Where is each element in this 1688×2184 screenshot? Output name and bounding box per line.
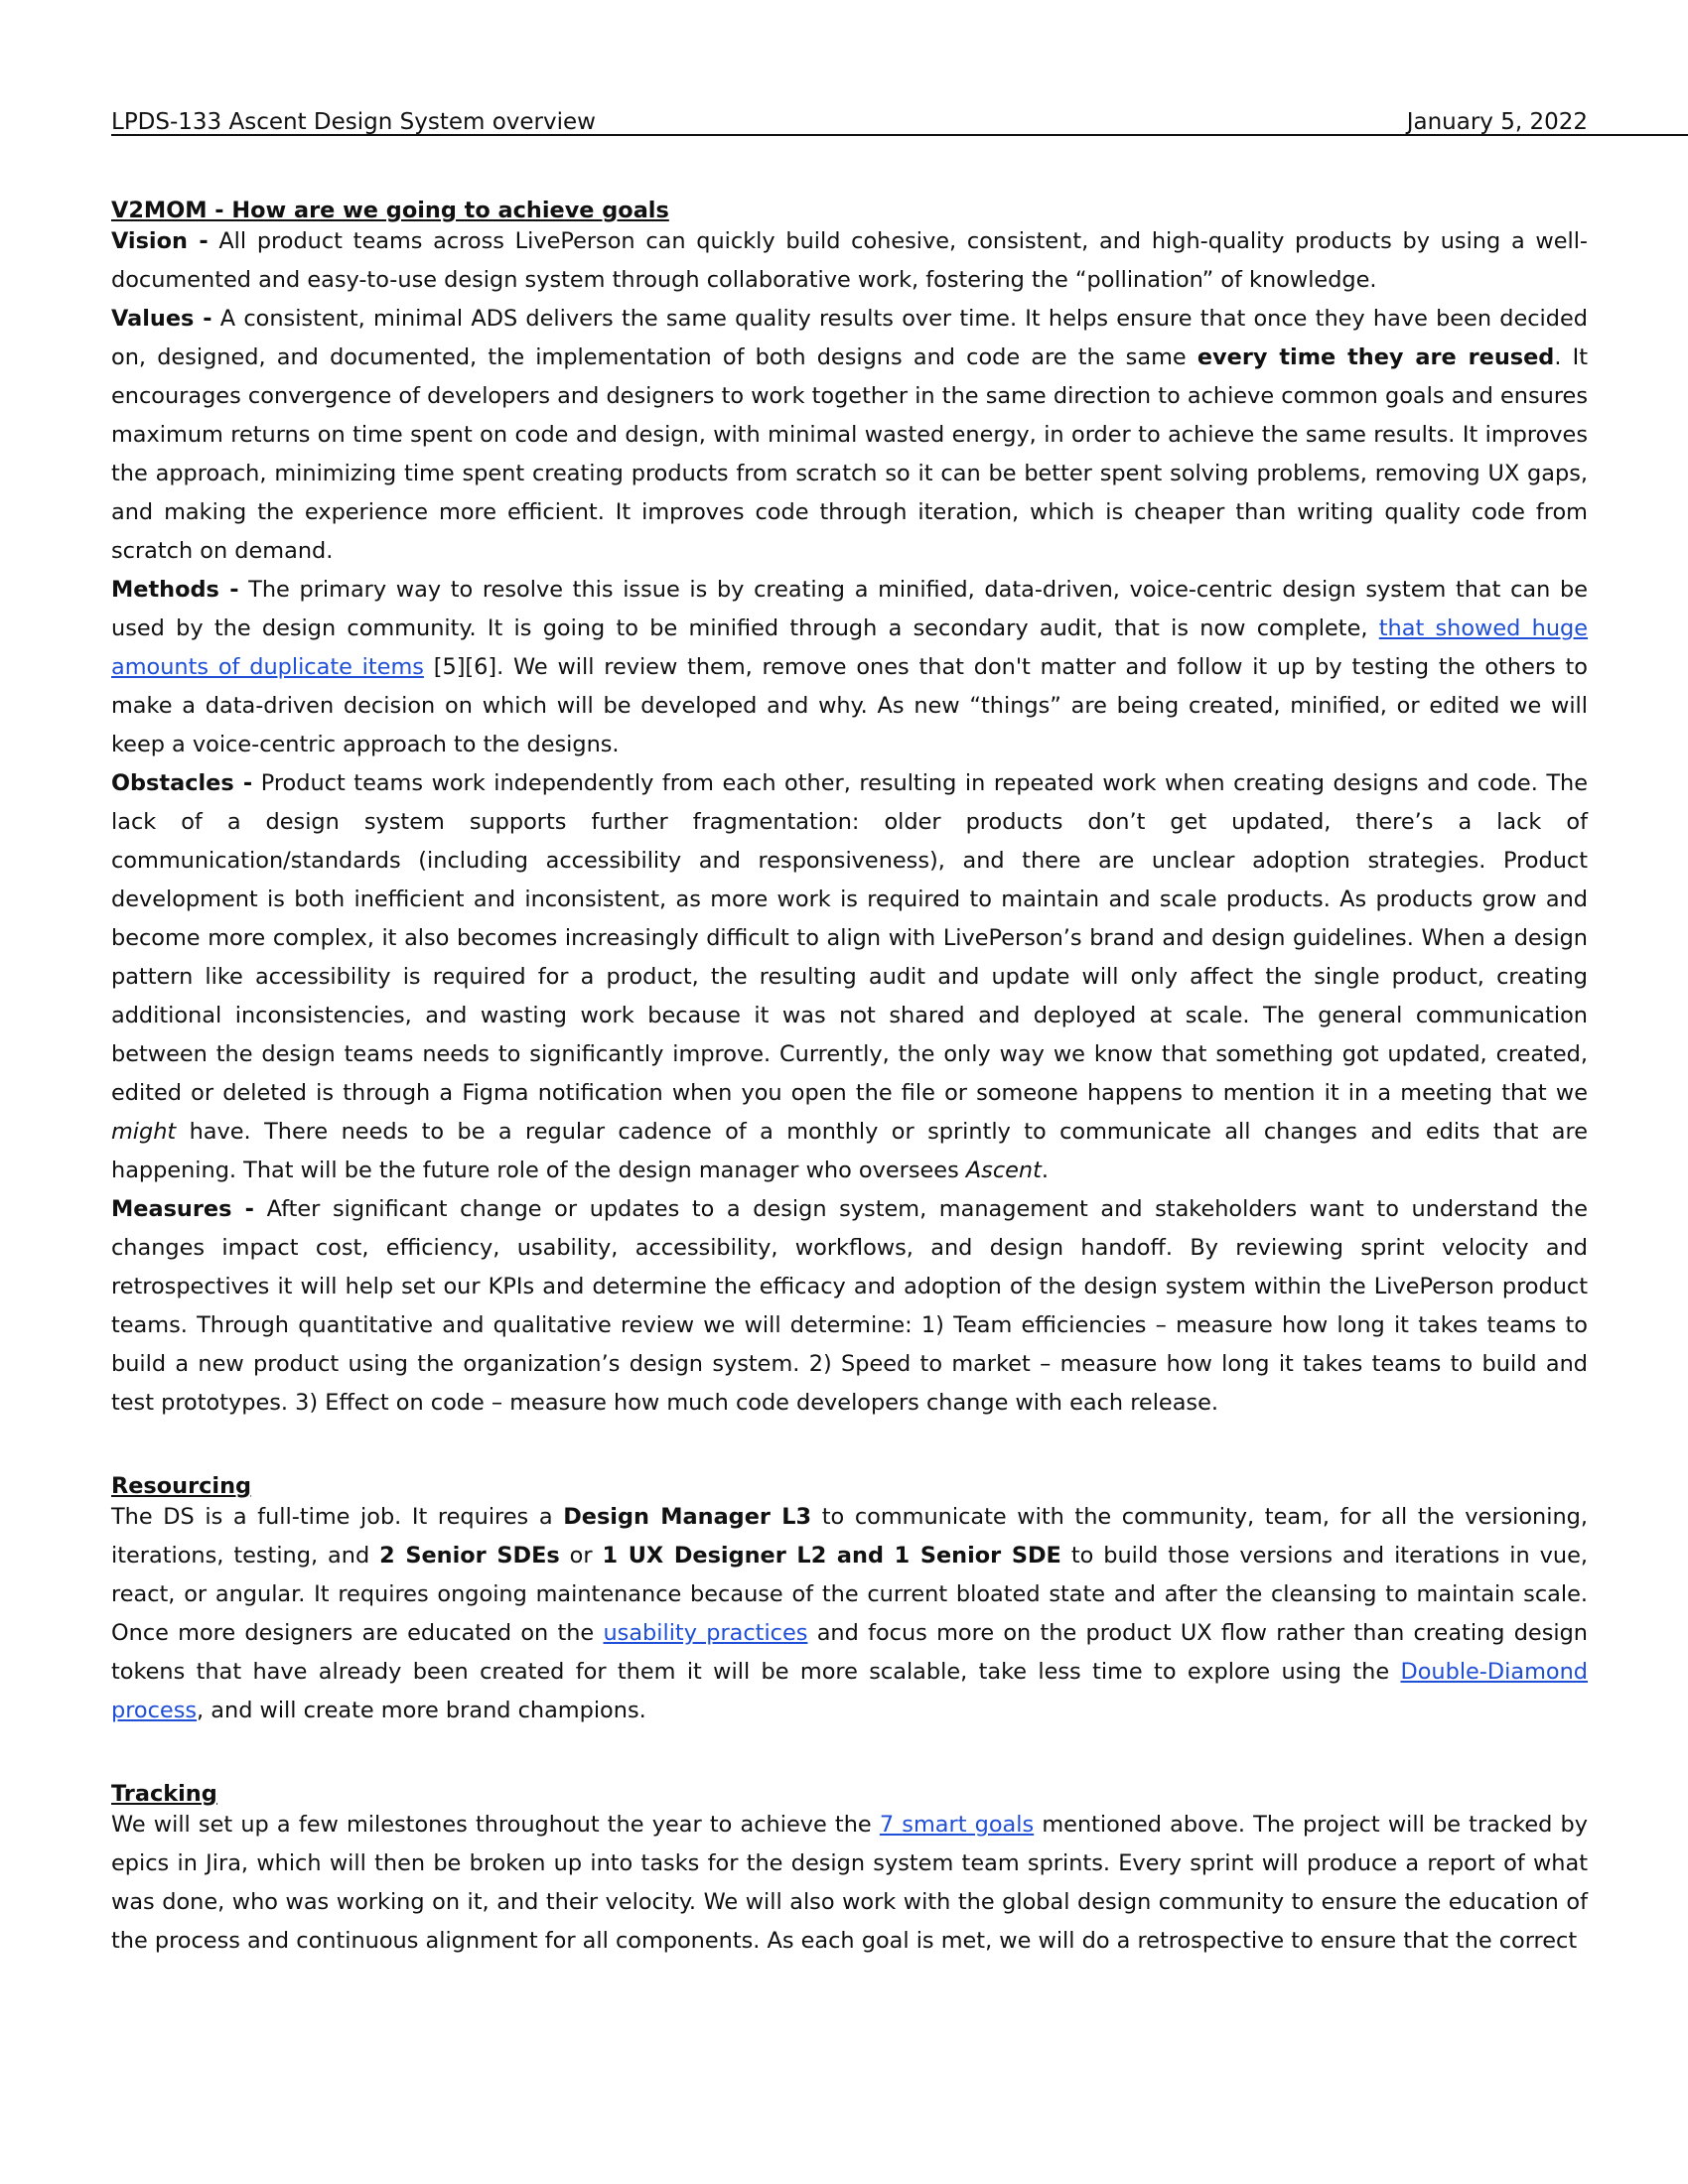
document-body [111,200,1588,1961]
double-diamond-link[interactable]: Double-Diamond process [111,1659,1588,1723]
resourcing-text-4: to build those versions and iterations in vue, react, or angular. It requires ongoing maintenance because of the current bloated state and after the cleansing to maintain scale. Once more designers are educated on the [111,1543,1589,1646]
resourcing-role-design-manager: Design Manager L3 [563,1504,812,1530]
section-spacer [111,1423,1588,1475]
section-heading-resourcing: Resourcing [111,1473,252,1499]
resourcing-role-ux-designer: 1 UX Designer L2 and 1 Senior SDE [602,1543,1061,1569]
document-date: January 5, 2022 [1406,109,1588,135]
tracking-text: We will set up a few milestones throughout the year to achieve the [111,1812,880,1838]
resourcing-text-3: or [559,1543,603,1569]
obstacles-paragraph [111,764,1588,1190]
section-heading-v2mom: V2MOM - How are we going to achieve goals [111,198,669,223]
resourcing-paragraph [111,1498,1588,1730]
vision-text: All product teams across LivePerson can quickly build cohesive, consistent, and high-quality products by using a well-documented and easy-to-use design system through collaborative work, fostering the “pollination” of knowledge. [111,228,1588,293]
document-title: LPDS-133 Ascent Design System overview [111,109,596,135]
values-text-continued: . It encourages convergence of developers and designers to work together in the same direction to achieve common goals and ensures maximum returns on time spent on code and design, with minimal wasted energy, in order to achieve the same results. It improves the approach, minimizing time spent creating products from scratch so it can be better spent solving problems, removing UX gaps, and making the experience more efficient. It improves code through iteration, which is cheaper than writing quality code from scratch on demand. [111,344,1589,564]
values-text: A consistent, minimal ADS delivers the same quality results over time. It helps ensure that once they have been decided on, designed, and documented, the implementation of both designs and code are the same [111,306,1588,370]
resourcing-text-6: , and will create more brand champions. [197,1698,646,1723]
resourcing-text-2: to communicate with the community, team, for all the versioning, iterations, testing, and [111,1504,1588,1569]
resourcing-text: The DS is a full-time job. It requires a [111,1504,564,1530]
obstacles-text-continued: have. There needs to be a regular cadence of a monthly or sprintly to communicate all changes and edits that are happening. That will be the future role of the design manager who oversees [111,1119,1588,1183]
obstacles-italic-ascent: Ascent [965,1158,1042,1183]
section-spacer [111,1730,1588,1783]
section-heading-tracking: Tracking [111,1781,217,1807]
methods-text: The primary way to resolve this issue is by creating a minified, data-driven, voice-centric design system that can be used by the design community. It is going to be minified through a secondary audit, that is now complete, [111,577,1588,641]
vision-paragraph [111,222,1588,300]
vision-label: Vision - [111,228,209,254]
obstacles-text-end: . [1041,1158,1050,1183]
obstacles-text: Product teams work independently from each other, resulting in repeated work when creating designs and code. The lack of a design system supports further fragmentation: older products don’t get updated, there’s a lack of communication/standards (including accessibility and responsiveness), and there are unclear adoption strategies. Product development is both inefficient and inconsistent, as more work is required to maintain and scale products. As products grow and become more complex, it also becomes increasingly difficult to align with LivePerson’s brand and design guidelines. When a design pattern like accessibility is required for a product, the resulting audit and update will only affect the single product, creating additional inconsistencies, and wasting work because it was not shared and deployed at scale. The general communication between the design teams needs to significantly improve. Currently, the only way we know that something got updated, created, edited or deleted is through a Figma notification when you open the file or someone happens to mention it in a meeting that we [111,770,1588,1106]
tracking-text-continued: mentioned above. The project will be tracked by epics in Jira, which will then be broken up into tasks for the design system team sprints. Every sprint will produce a report of what was done, who was working on it, and their velocity. We will also work with the global design community to ensure the education of the process and continuous alignment for all components. As each goal is met, we will do a retrospective to ensure that the correct [111,1812,1588,1954]
tracking-paragraph [111,1806,1588,1961]
values-paragraph [111,300,1588,571]
usability-practices-link[interactable]: usability practices [603,1620,808,1646]
obstacles-italic-might: might [111,1119,177,1145]
values-label: Values - [111,306,212,332]
obstacles-label: Obstacles - [111,770,253,796]
values-emphasis: every time they are reused [1196,344,1555,370]
page-header [111,99,1588,135]
header-divider [111,134,1688,136]
measures-text: After significant change or updates to a design system, management and stakeholders want to understand the changes impact cost, efficiency, usability, accessibility, workflows, and design handoff. By reviewing sprint velocity and retrospectives it will help set our KPIs and determine the efficacy and adoption of the design system within the LivePerson product teams. Through quantitative and qualitative review we will determine: 1) Team efficiencies – measure how long it takes teams to build a new product using the organization’s design system. 2) Speed to market – measure how long it takes teams to build and test prototypes. 3) Effect on code – measure how much code developers change with each release. [111,1196,1588,1416]
duplicate-items-link[interactable]: that showed huge amounts of duplicate items [111,615,1588,680]
methods-paragraph [111,571,1588,764]
resourcing-text-5: and focus more on the product UX flow rather than creating design tokens that have already been created for them it will be more scalable, take less time to explore using the [111,1620,1588,1685]
methods-text-continued: [5][6]. We will review them, remove ones that don't matter and follow it up by testing the others to make a data-driven decision on which will be developed and why. As new “things” are being created, minified, or edited we will keep a voice-centric approach to the designs. [111,654,1588,757]
measures-paragraph [111,1190,1588,1423]
smart-goals-link[interactable]: 7 smart goals [879,1812,1035,1838]
methods-label: Methods - [111,577,239,603]
measures-label: Measures - [111,1196,254,1222]
resourcing-role-sdes: 2 Senior SDEs [379,1543,560,1569]
